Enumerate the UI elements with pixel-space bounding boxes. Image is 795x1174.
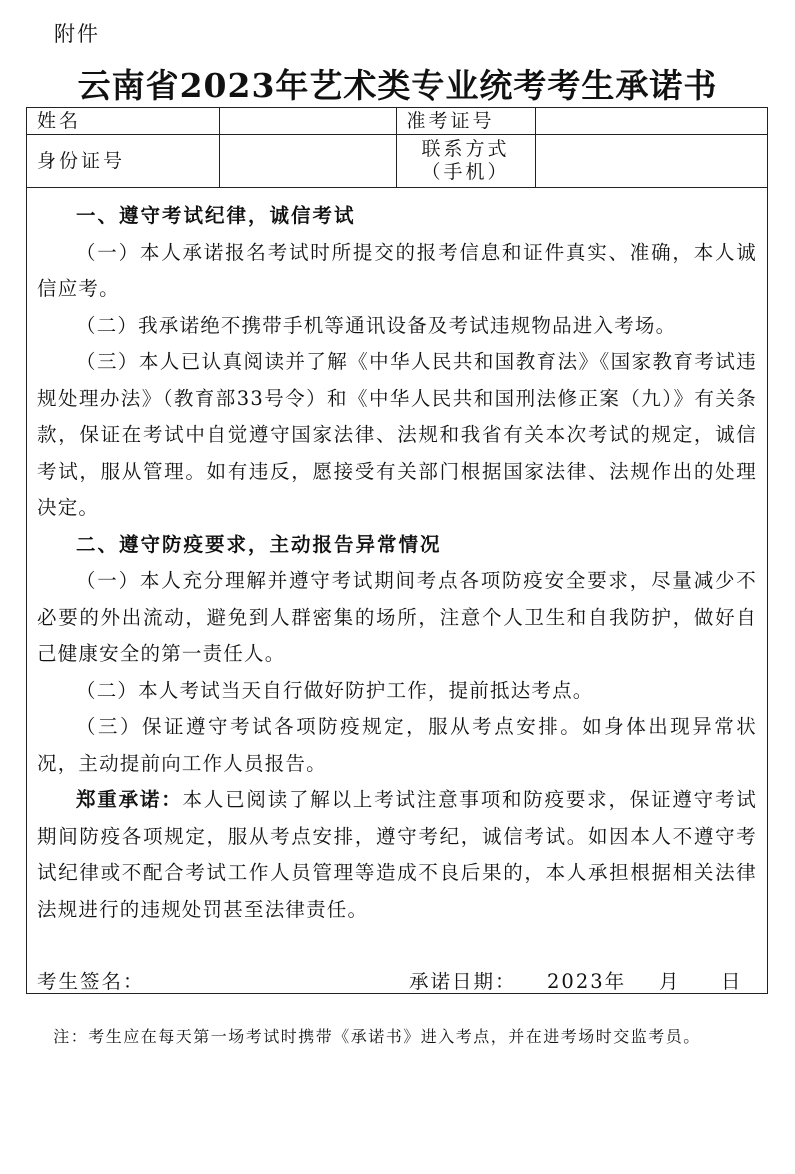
attachment-label: 附件	[54, 22, 100, 46]
page-title: 云南省2023年艺术类专业统考考生承诺书	[77, 66, 718, 105]
section-2-item-1: （一）本人充分理解并遵守考试期间考点各项防疫安全要求，尽量减少不必要的外出流动，避免到人群密集的场所，注意个人卫生和自我防护，做好自己健康安全的第一责任人。	[37, 569, 757, 665]
info-row-2	[27, 135, 767, 188]
pledge-form	[26, 107, 768, 994]
id-number-field[interactable]	[219, 135, 396, 188]
footnote: 注：考生应在每天第一场考试时携带《承诺书》进入考点，并在进考场时交监考员。	[53, 1027, 701, 1046]
solemn-pledge-text: 本人已阅读了解以上考试注意事项和防疫要求，保证遵守考试期间防疫各项规定，服从考点安排，遵守考纪，诚信考试。如因本人不遵守考试纪律或不配合考试工作人员管理等造成不良后果的，本人承担根据相关法律法规进行的违规处罚甚至法律责任。	[37, 788, 757, 921]
signature-row	[37, 966, 757, 996]
section-1-item-3: （三）本人已认真阅读并了解《中华人民共和国教育法》《国家教育考试违规处理办法》（教育部33号令）和《中华人民共和国刑法修正案（九）》有关条款，保证在考试中自觉遵守国家法律、法规和我省有关本次考试的规定，诚信考试，服从管理。如有违反，愿接受有关部门根据国家法律、法规作出的处理决定。	[37, 350, 757, 519]
name-label: 姓名	[27, 108, 219, 135]
name-field[interactable]	[219, 108, 396, 135]
section-2-heading: 二、遵守防疫要求，主动报告异常情况	[76, 532, 442, 556]
section-1-heading: 一、遵守考试纪律，诚信考试	[76, 204, 356, 227]
pledge-date-month: 月	[659, 970, 681, 993]
personal-info-table	[27, 108, 767, 188]
solemn-pledge	[37, 782, 757, 928]
pledge-date-day: 日	[721, 970, 743, 993]
section-2-item-3: （三）保证遵守考试各项防疫规定，服从考点安排。如身体出现异常状况，主动提前向工作人员报告。	[37, 715, 757, 775]
contact-label-line2: （手机）	[421, 161, 510, 183]
contact-field[interactable]	[535, 135, 767, 188]
section-1-item-1: （一）本人承诺报名考试时所提交的报考信息和证件真实、准确，本人诚信应考。	[37, 240, 757, 300]
pledge-date-year: 2023年	[547, 970, 627, 993]
section-1-item-2: （二）我承诺绝不携带手机等通讯设备及考试违规物品进入考场。	[76, 313, 677, 337]
info-row-1	[27, 108, 767, 135]
id-number-label: 身份证号	[27, 135, 219, 188]
section-2-item-2: （二）本人考试当天自行做好防护工作，提前抵达考点。	[76, 678, 594, 702]
exam-number-field[interactable]	[535, 108, 767, 135]
pledge-date-label: 承诺日期：	[409, 970, 517, 993]
contact-label	[396, 135, 535, 188]
solemn-pledge-label: 郑重承诺：	[76, 788, 183, 811]
exam-number-label: 准考证号	[396, 108, 535, 135]
contact-label-line1: 联系方式	[421, 138, 510, 160]
pledge-body	[37, 198, 757, 928]
signer-label: 考生签名：	[37, 970, 145, 993]
